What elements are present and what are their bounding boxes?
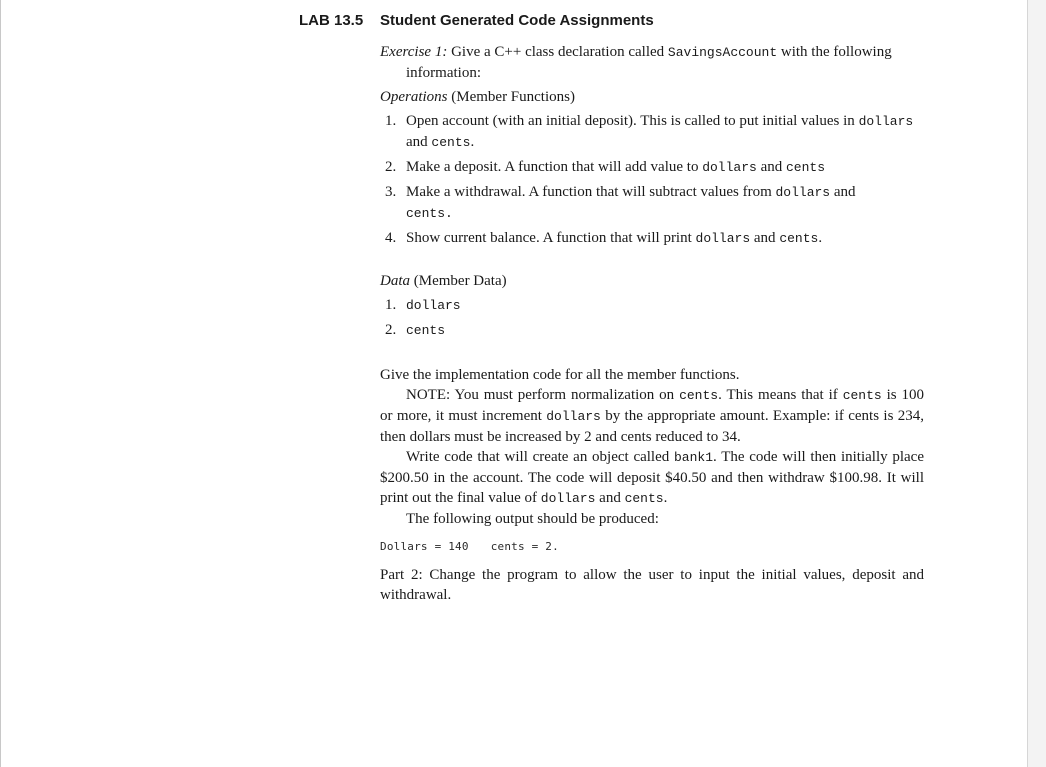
code-dollars: dollars bbox=[702, 160, 757, 175]
item-number: 4. bbox=[385, 230, 397, 246]
exercise-label: Exercise 1: bbox=[380, 44, 448, 60]
list-item bbox=[380, 228, 924, 249]
code-dollars: dollars bbox=[546, 409, 601, 424]
note-paragraph bbox=[380, 385, 924, 447]
lab-number: LAB 13.5 bbox=[299, 12, 364, 29]
write-text: . The code will then initially place $200.50 in the account. The code will deposit $40.50 and then withdraw $100.98. It will print out the final value of bbox=[380, 449, 924, 506]
item-text: Show current balance. A function that will print bbox=[406, 230, 696, 246]
item-text: Open account (with an initial deposit). This is called to put initial values in bbox=[406, 113, 859, 129]
data-label: Data bbox=[380, 273, 410, 289]
code-dollars: dollars bbox=[695, 231, 751, 246]
item-text: and bbox=[750, 230, 780, 246]
implementation-text: Give the implementation code for all the member functions. bbox=[380, 367, 740, 383]
item-text: . bbox=[470, 134, 475, 150]
output-cents: cents = 2. bbox=[490, 540, 559, 553]
code-cents: cents bbox=[779, 231, 819, 246]
write-text: Write code that will create an object called bbox=[406, 449, 674, 465]
list-item bbox=[380, 320, 924, 341]
operations-label: Operations bbox=[380, 89, 448, 105]
note-text: is 100 or more, it must increment bbox=[380, 387, 924, 424]
code-cents: cents bbox=[406, 206, 446, 221]
item-text: Make a withdrawal. A function that will subtract values from bbox=[406, 184, 776, 200]
code-object: bank1 bbox=[673, 450, 713, 465]
sample-output bbox=[380, 537, 924, 557]
code-cents: cents bbox=[624, 491, 664, 506]
code-dollars: dollars bbox=[858, 114, 914, 129]
item-number: 1. bbox=[385, 297, 397, 313]
code-cents: cents bbox=[679, 388, 719, 403]
code-cents: cents bbox=[431, 135, 471, 150]
class-name-code: SavingsAccount bbox=[667, 45, 778, 60]
item-text: and bbox=[830, 184, 856, 200]
document-body bbox=[380, 42, 924, 605]
write-text: and bbox=[595, 490, 625, 506]
data-sub: (Member Data) bbox=[410, 273, 507, 289]
list-item bbox=[380, 295, 924, 316]
code-cents: cents bbox=[785, 160, 825, 175]
item-text: . bbox=[818, 230, 823, 246]
item-text: . bbox=[445, 206, 453, 221]
item-text: and bbox=[756, 159, 786, 175]
code-dollars: dollars bbox=[406, 298, 461, 313]
list-item bbox=[380, 111, 924, 153]
following-text: The following output should be produced: bbox=[406, 511, 659, 527]
code-dollars: dollars bbox=[775, 185, 831, 200]
item-number: 3. bbox=[385, 184, 397, 200]
output-dollars: Dollars = 140 bbox=[380, 540, 469, 553]
item-text: and bbox=[406, 134, 432, 150]
write-text: . bbox=[663, 490, 668, 506]
code-dollars: dollars bbox=[540, 491, 596, 506]
code-cents: cents bbox=[406, 323, 446, 338]
note-text: NOTE: You must perform normalization on bbox=[406, 387, 680, 403]
exercise-text-end: with the following information: bbox=[406, 44, 892, 81]
operations-heading bbox=[380, 87, 924, 107]
note-text: by the appropriate amount. Example: if cents is 234, then dollars must be increased by 2 and cents reduced to 34. bbox=[380, 408, 924, 445]
note-text: . This means that if bbox=[718, 387, 843, 403]
operations-sub: (Member Functions) bbox=[447, 89, 575, 105]
list-item bbox=[380, 182, 924, 224]
page-edge bbox=[0, 0, 1, 767]
data-list bbox=[380, 295, 924, 341]
exercise-paragraph bbox=[380, 42, 924, 83]
exercise-text: Give a C++ class declaration called bbox=[447, 44, 668, 60]
part2-paragraph: Part 2: Change the program to allow the user to input the initial values, deposit and withdrawal. bbox=[380, 567, 924, 603]
item-number: 1. bbox=[385, 113, 397, 129]
data-heading bbox=[380, 271, 924, 291]
item-number: 2. bbox=[385, 159, 397, 175]
lab-heading bbox=[299, 12, 654, 29]
list-item bbox=[380, 157, 924, 178]
write-paragraph bbox=[380, 447, 924, 509]
code-cents: cents bbox=[842, 388, 882, 403]
item-text: Make a deposit. A function that will add value to bbox=[406, 159, 703, 175]
scrollbar-gutter[interactable] bbox=[1027, 0, 1046, 767]
item-number: 2. bbox=[385, 322, 397, 338]
lab-title: Student Generated Code Assignments bbox=[380, 12, 654, 29]
operations-list bbox=[380, 111, 924, 249]
